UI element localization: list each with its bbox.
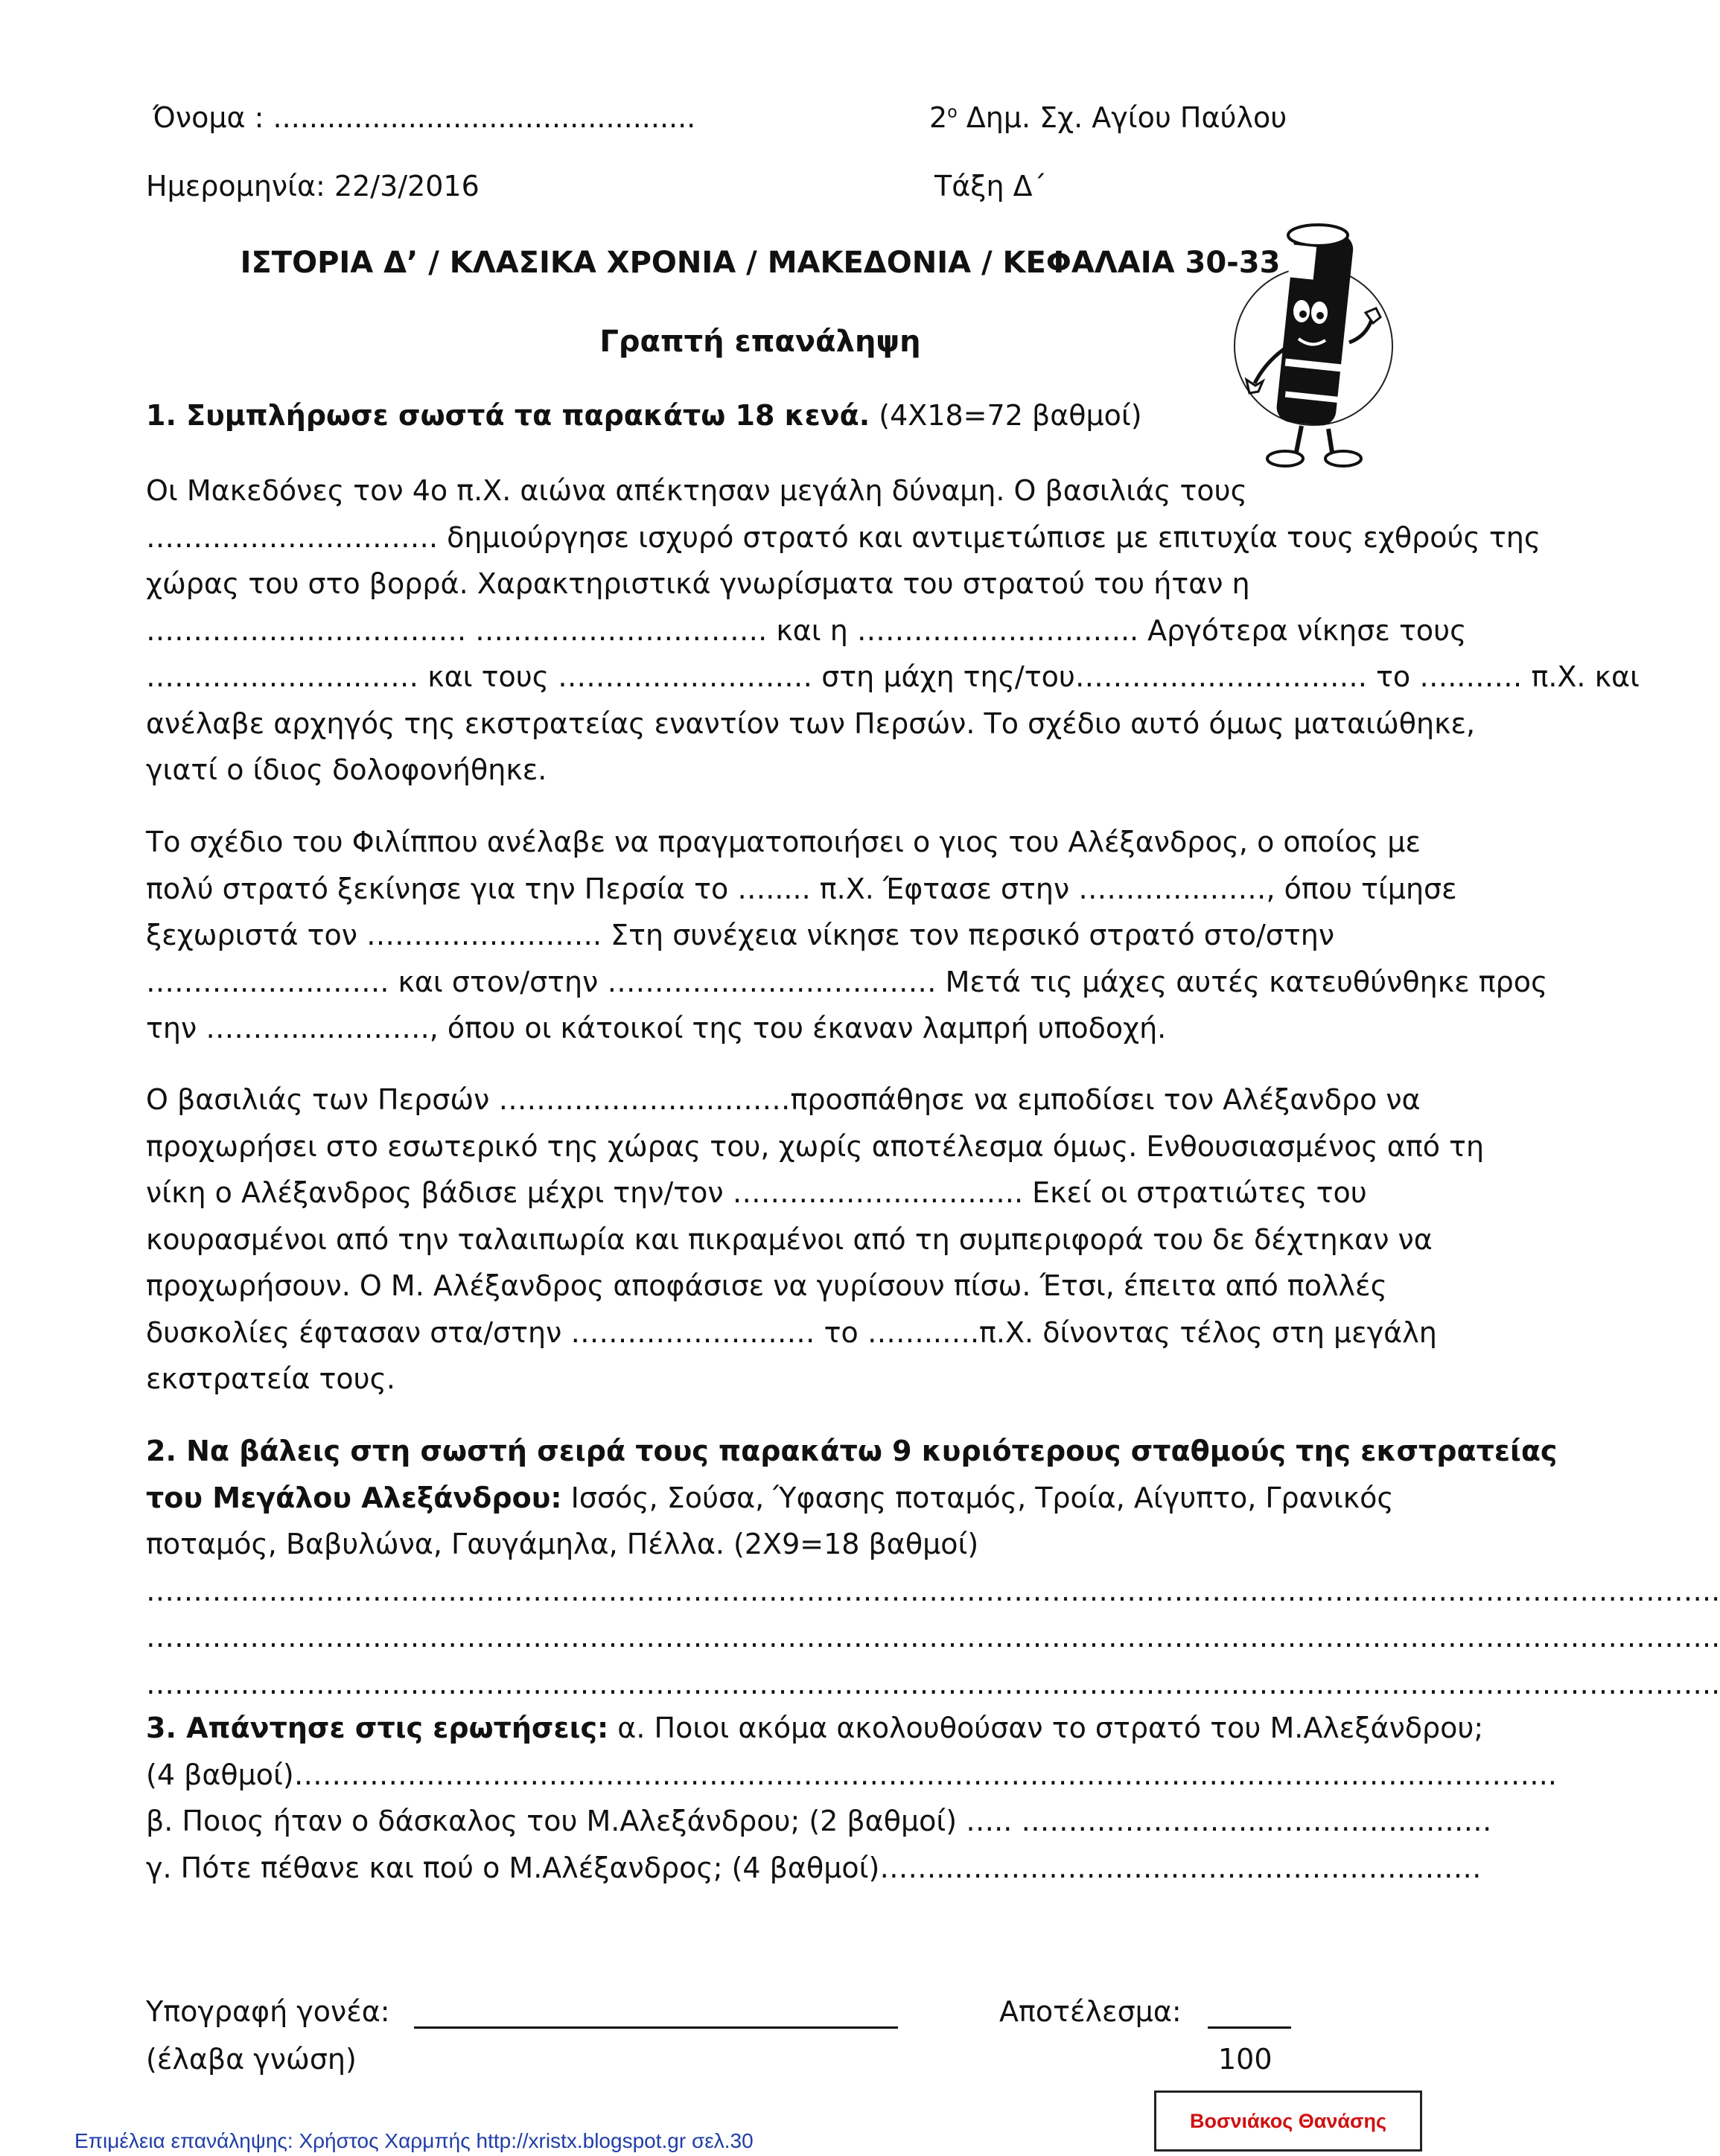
q3-heading: 3. Απάντησε στις ερωτήσεις: bbox=[146, 1712, 609, 1744]
paragraph-line: νίκη ο Αλέξανδρος βάδισε μέχρι την/τον ………………..……….. Εκεί οι στρατιώτες του bbox=[146, 1176, 1367, 1209]
name-field: Όνομα : ............................................... bbox=[153, 101, 696, 134]
paragraph-line: …………………..…… και τους ……………………… στη μάχη της/του…………………………. το …..…… π.Χ. και bbox=[146, 660, 1640, 693]
paragraph-line: ……………………………. …………………………. και η ………………………... Αργότερα νίκησε τους bbox=[146, 613, 1467, 647]
paragraph-line: εκστρατεία τους. bbox=[146, 1362, 395, 1395]
q2-block bbox=[146, 1428, 1720, 1707]
school-ordinal: ο bbox=[947, 103, 958, 122]
q3-question-c[interactable]: γ. Πότε πέθανε και πού ο Μ.Αλέξανδρος; (4 βαθμοί)……..…………………..…………………………… bbox=[146, 1851, 1482, 1884]
paragraph-line: Οι Μακεδόνες τον 4ο π.Χ. αιώνα απέκτησαν μεγάλη δύναμη. Ο βασιλιάς τους bbox=[146, 474, 1247, 507]
footer-credit: Επιμέλεια επανάληψης: Χρήστος Χαρμπής http://xristx.blogspot.gr σελ.30 bbox=[74, 2129, 754, 2152]
paragraph-line: …………………………. δημιούργησε ισχυρό στρατό και αντιμετώπισε με επιτυχία τους εχθρούς της bbox=[146, 520, 1541, 554]
paragraph-line: γιατί ο ίδιος δολοφονήθηκε. bbox=[146, 753, 547, 786]
paragraph-line: ………..……..……. και στον/στην ………………………..…… Μετά τις μάχες αυτές κατευθύνθηκε προς bbox=[146, 965, 1548, 998]
author-name: Βοσνιάκος Θανάσης bbox=[1190, 2109, 1386, 2132]
signature-label: Υπογραφή γονέα: bbox=[146, 1995, 390, 2028]
school-title: Δημ. Σχ. Αγίου Παύλου bbox=[957, 101, 1287, 134]
q3-question-a bbox=[146, 1705, 1484, 1752]
paragraph-line: κουρασμένοι από την ταλαιπωρία και πικραμένοι από τη συμπεριφορά του δε δέχτηκαν να bbox=[146, 1222, 1433, 1256]
result-score-line[interactable] bbox=[1208, 2026, 1291, 2029]
q3-question-a-text: α. Ποιοι ακόμα ακολουθούσαν το στρατό του Μ.Αλεξάνδρου; bbox=[608, 1712, 1484, 1744]
paragraph-line: ανέλαβε αρχηγός της εκστρατείας εναντίον των Περσών. Το σχέδιο αυτό όμως ματαιώθηκε, bbox=[146, 707, 1476, 740]
paragraph-line: ξεχωριστά τον ……………………. Στη συνέχεια νίκησε τον περσικό στρατό στο/στην bbox=[146, 919, 1335, 951]
q1-points: (4Χ18=72 βαθμοί) bbox=[870, 399, 1142, 432]
q2-heading-end: του Μεγάλου Αλεξάνδρου: bbox=[146, 1481, 562, 1514]
q2-heading-continued bbox=[146, 1475, 1427, 1522]
q2-answer-line[interactable]: ………………………………………………………………………………………………………………………………………………….. bbox=[146, 1667, 1720, 1700]
paragraph-line: χώρας του στο βορρά. Χαρακτηριστικά γνωρίσματα του στρατού του ήταν η bbox=[146, 567, 1250, 600]
result-total: 100 bbox=[1218, 2043, 1273, 2076]
page-title: ΙΣΤΟΡΙΑ Δ’ / ΚΛΑΣΙΚΑ ΧΡΟΝΙΑ / ΜΑΚΕΔΟΝΙΑ / ΚΕΦΑΛΑΙΑ 30-33 bbox=[240, 246, 1281, 280]
paragraph-line: προχωρήσει στο εσωτερικό της χώρας του, χωρίς αποτέλεσμα όμως. Ενθουσιασμένος από τη bbox=[146, 1129, 1485, 1163]
author-box bbox=[1154, 2090, 1422, 2152]
q1-paragraph-3 bbox=[146, 1077, 1485, 1403]
page-subtitle: Γραπτή επανάληψη bbox=[599, 325, 921, 359]
q3-answer-a[interactable]: (4 βαθμοί)…………………………………………………………………………………………………………………….. bbox=[146, 1758, 1557, 1791]
q2-heading: 2. Να βάλεις στη σωστή σειρά τους παρακάτω 9 κυριότερους σταθμούς της εκστρατείας bbox=[146, 1435, 1558, 1467]
school-number: 2 bbox=[929, 101, 948, 134]
q2-answer-line[interactable]: ………………………………………………………………………………………………………………………………………………….. bbox=[146, 1621, 1720, 1653]
signature-line[interactable] bbox=[414, 2026, 898, 2029]
paragraph-line: Το σχέδιο του Φιλίππου ανέλαβε να πραγματοποιήσει ο γιος του Αλέξανδρος, ο οποίος με bbox=[146, 826, 1421, 858]
q2-answer-line[interactable]: ………………………………………………………………………………………………………………………………………………….. bbox=[146, 1574, 1720, 1607]
q2-stations-continued: ποταμός, Βαβυλώνα, Γαυγάμηλα, Πέλλα. (2Χ9=18 βαθμοί) bbox=[146, 1528, 979, 1560]
signature-note: (έλαβα γνώση) bbox=[146, 2043, 357, 2076]
cartoon-book-character-icon bbox=[1230, 216, 1394, 469]
paragraph-line: προχωρήσουν. Ο Μ. Αλέξανδρος αποφάσισε να γυρίσουν πίσω. Έτσι, έπειτα από πολλές bbox=[146, 1269, 1387, 1302]
q3-question-b[interactable]: β. Ποιος ήταν ο δάσκαλος του Μ.Αλεξάνδρου; (2 βαθμοί) ….. ……………………..…………………… bbox=[146, 1805, 1492, 1837]
result-label: Αποτέλεσμα: bbox=[999, 1995, 1182, 2028]
class-field: Τάξη Δ΄ bbox=[934, 170, 1047, 202]
paragraph-line: Ο βασιλιάς των Περσών ……….…………………προσπάθησε να εμποδίσει τον Αλέξανδρο να bbox=[146, 1083, 1421, 1116]
q1-paragraph-2 bbox=[146, 819, 1548, 1052]
paragraph-line: δυσκολίες έφτασαν στα/στην ………………..…… το ……..….π.Χ. δίνοντας τέλος στη μεγάλη bbox=[146, 1315, 1437, 1349]
q1-heading bbox=[146, 399, 1142, 433]
school-name bbox=[929, 101, 1287, 135]
q1-heading-text: 1. Συμπλήρωσε σωστά τα παρακάτω 18 κενά. bbox=[146, 399, 870, 432]
q1-paragraph-1 bbox=[146, 468, 1640, 794]
q2-stations: Ισσός, Σούσα, Ύφασης ποταμός, Τροία, Αίγυπτο, Γρανικός bbox=[561, 1481, 1394, 1514]
paragraph-line: πολύ στρατό ξεκίνησε για την Περσία το …..... π.Χ. Έφτασε στην …………..……, όπου τίμησε bbox=[146, 872, 1457, 905]
date-field: Ημερομηνία: 22/3/2016 bbox=[146, 170, 480, 202]
q3-block bbox=[146, 1705, 1557, 1891]
paragraph-line: την ……….....………., όπου οι κάτοικοί της του έκαναν λαμπρή υποδοχή. bbox=[146, 1012, 1167, 1044]
